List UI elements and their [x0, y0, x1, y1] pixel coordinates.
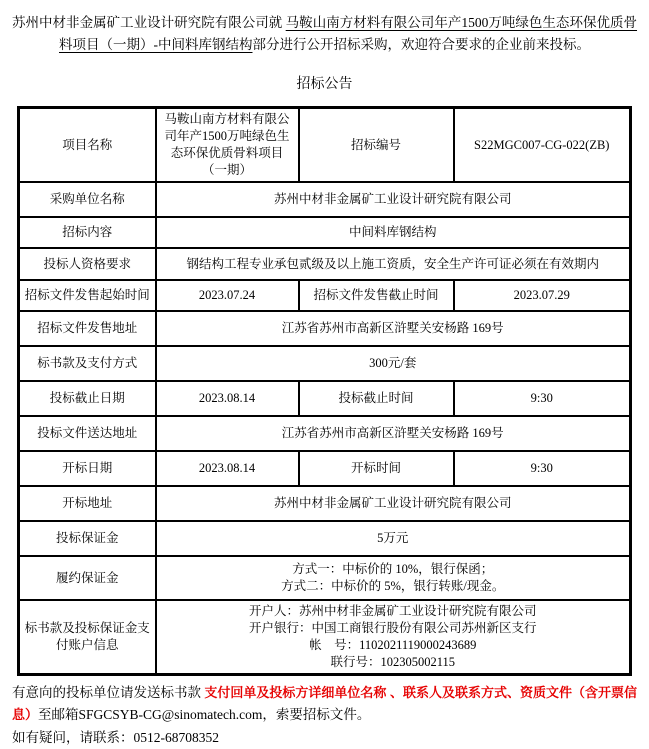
row-value [156, 556, 631, 600]
table-row-sale-address [19, 311, 631, 346]
row-label: 招标文件发售起始时间 [19, 280, 156, 311]
row-label: 招标内容 [19, 217, 156, 248]
table-row-qualification [19, 248, 631, 280]
table-row-payment-account [19, 600, 631, 675]
row-value: 9:30 [454, 381, 631, 416]
row-label: 履约保证金 [19, 556, 156, 600]
table-row-bid-content [19, 217, 631, 248]
row-value: 2023.08.14 [156, 451, 299, 486]
row-value [156, 600, 631, 675]
table-row-opening-date [19, 451, 631, 486]
row-label: 招标文件发售地址 [19, 311, 156, 346]
row-value: 江苏省苏州市高新区浒墅关安杨路 169号 [156, 311, 631, 346]
row-value: 江苏省苏州市高新区浒墅关安杨路 169号 [156, 416, 631, 451]
row-value: 苏州中材非金属矿工业设计研究院有限公司 [156, 182, 631, 217]
row-label: 投标截止日期 [19, 381, 156, 416]
row-label: 投标截止时间 [299, 381, 454, 416]
notice-red-highlight: 支付回单及投标方详细单位名称 、联系人及联系方式、资质文件（含开票信息） [12, 685, 637, 722]
row-label: 投标保证金 [19, 521, 156, 556]
performance-bond-line: 方式一：中标价的 10%，银行保函； [292, 562, 494, 576]
intro-paragraph [12, 12, 637, 56]
row-label: 开标日期 [19, 451, 156, 486]
row-label: 标书款及投标保证金支付账户信息 [19, 600, 156, 675]
table-row-bid-deadline [19, 381, 631, 416]
page-title: 招标公告 [296, 77, 353, 92]
bank-branch-code-line: 联行号：102305002115 [330, 655, 456, 669]
footer-notice [12, 682, 637, 726]
row-label: 标书款及支付方式 [19, 346, 156, 381]
row-value: 钢结构工程专业承包贰级及以上施工资质，安全生产许可证必须在有效期内 [156, 248, 631, 280]
account-bank-line: 开户银行：中国工商银行股份有限公司苏州新区支行 [248, 621, 537, 635]
row-value: 马鞍山南方材料有限公司年产1500万吨绿色生态环保优质骨料项目（一期） [156, 108, 299, 183]
account-number-line: 帐 号：1102021119000243689 [309, 638, 477, 652]
row-value: 9:30 [454, 451, 631, 486]
table-row-bid-bond [19, 521, 631, 556]
table-row-project-name [19, 108, 631, 183]
row-value: 2023.07.24 [156, 280, 299, 311]
notice-suffix-with-email: 至邮箱SFGCSYB-CG@sinomatech.com，索要招标文件。 [38, 707, 371, 722]
table-row-performance-bond [19, 556, 631, 600]
intro-project-name-underlined: 马鞍山南方材料有限公司年产1500万吨绿色生态环保优质骨料项目（一期）-中间料库钢结构 [59, 15, 638, 52]
row-value: 5万元 [156, 521, 631, 556]
row-label: 项目名称 [19, 108, 156, 183]
row-label: 投标文件送达地址 [19, 416, 156, 451]
row-label: 招标文件发售截止时间 [299, 280, 454, 311]
row-label: 开标地址 [19, 486, 156, 521]
table-row-sale-time [19, 280, 631, 311]
performance-bond-line: 方式二：中标价的 5%，银行转账/现金。 [281, 579, 505, 593]
table-row-document-fee [19, 346, 631, 381]
row-value: 2023.07.29 [454, 280, 631, 311]
row-value: 2023.08.14 [156, 381, 299, 416]
table-row-purchaser [19, 182, 631, 217]
row-value: 中间料库钢结构 [156, 217, 631, 248]
intro-prefix: 苏州中材非金属矿工业设计研究院有限公司就 [12, 15, 286, 30]
account-holder-line: 开户人：苏州中材非金属矿工业设计研究院有限公司 [248, 604, 537, 618]
table-row-delivery-address [19, 416, 631, 451]
table-row-opening-address [19, 486, 631, 521]
intro-suffix: 部分进行公开招标采购，欢迎符合要求的企业前来投标。 [252, 37, 590, 52]
row-label: 采购单位名称 [19, 182, 156, 217]
notice-prefix: 有意向的投标单位请发送标书款 [12, 685, 205, 700]
row-label: 投标人资格要求 [19, 248, 156, 280]
contact-phone-line: 如有疑问，请联系：0512-68708352 [12, 730, 219, 745]
row-value: S22MGC007-CG-022(ZB) [454, 108, 631, 183]
row-label: 开标时间 [299, 451, 454, 486]
row-label: 招标编号 [299, 108, 454, 183]
announcement-table [17, 106, 632, 676]
row-value: 300元/套 [156, 346, 631, 381]
row-value: 苏州中材非金属矿工业设计研究院有限公司 [156, 486, 631, 521]
